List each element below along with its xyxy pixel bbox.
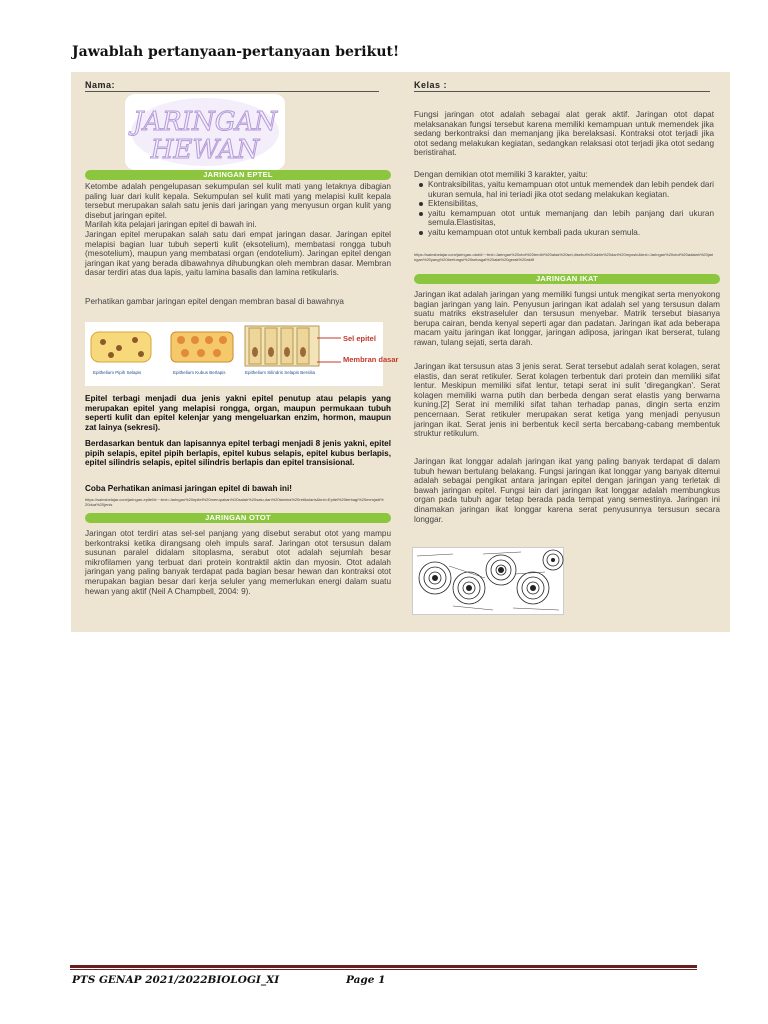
connective-tissue-drawing bbox=[413, 548, 563, 614]
epitel-paragraph-3: Jaringan epitel merupakan salah satu dari empat jaringan dasar. Jaringan epitel melapisi bagian luar tubuh seperti kulit (eksotelium), membatasi rongga tubuh (mesotelium), maupun yang membatasi organ (endotelium). Jaringan epitel dengan jaringan ikat yang berada dibawahnya dihubungkan oleh membran dasar. Membran dasar terdiri atas dua lapis, yaitu lamina basalis dan lamina retikularis. bbox=[85, 230, 391, 278]
class-label: Kelas : bbox=[414, 80, 448, 90]
caption-cuboidal: Epithelium Kubus Berlapis bbox=[173, 370, 226, 375]
footer-rule-thin bbox=[70, 969, 697, 970]
epitel-source-link[interactable]: https://sainsbelajar.com/jaringan-epitel/#:~:text=Jaringan%20epitel%20merupakan%20salah%20satu,dan%20lamina%20retikularis&text=Epitel%20terbagi%20menjadi%20dua%20jenis bbox=[85, 497, 384, 507]
otot-source-link[interactable]: https://sainsbelajar.com/jaringan-otot/#:~:text=Jaringan%20otot%20terdiri%20atas%20sel,disebut%20aktin%20dan%20myosin&text=Jaringan%20otot%20adalah%20jaringan%20yang%20berfungsi%20sebagai%20alat%20gerak%20aktif bbox=[414, 252, 714, 262]
footer-page-number: Page 1 bbox=[346, 974, 386, 986]
label-membrane: Membran dasar bbox=[343, 355, 399, 364]
label-cell: Sel epitel bbox=[343, 334, 376, 343]
otot-paragraph-1: Jaringan otot terdiri atas sel-sel panjang yang disebut serabut otot yang mampu berkontraksi ketika dirangsang oleh impuls saraf. Jaringan otot tersusun dalam susunan paralel didalam sitoplasma, serabut otot adalah sejumlah besar mikrofilamen yang terbuat dari protein kontraktil aktin dan myosin. Otot adalah jaringan yang paling banyak terdapat pada bagian besar hewan dan kontraksi otot merupakan bagian besar dari kerja seluler yang memerlukan energi dalam suatu hewan yang aktif (Neil A Champbell, 2004: 9). bbox=[85, 529, 391, 596]
ikat-paragraph-2: Jaringan ikat tersusun atas 3 jenis serat. Serat tersebut adalah serat kolagen, serat elastis, dan serat retikuler. Serat kolagen terbentuk dari protein dan memiliki sifat lentur. Meskipun memiliki sifat lentur, tetapi serat ini sulit 'diregangkan'. Serat kolagen memiliki warna putih dan berbeda dengan serat elastis yang berwarna kuning.[2] Serat ini memiliki sifat tahan terhadap panas, dingin serta enzim pencernaan. Serat retikuler merupakan serat ketiga yang menjadi penyusun jaringan ikat. Serat jenis ini berbentuk kecil serta bercabang-cabang membentuk struktur retikulum. bbox=[414, 362, 720, 439]
caption-columnar: Epithelium Silindris Selapis Bersilia bbox=[245, 370, 316, 375]
section-header-ikat: JARINGAN IKAT bbox=[414, 274, 720, 284]
otot-characters-list bbox=[414, 180, 714, 238]
list-item: Kontraksibilitas, yaitu kemampuan otot untuk memendek dan lebih pendek dari ukuran semula, hal ini teriadi jika otot sedang melakukan kegiatan. bbox=[414, 180, 714, 199]
list-item: yaitu kemampuan otot untuk kembali pada ukuran semula. bbox=[414, 228, 714, 238]
worksheet-panel bbox=[71, 72, 730, 632]
footer-title: PTS GENAP 2021/2022BIOLOGI_XI bbox=[72, 974, 280, 986]
footer-rule bbox=[70, 965, 697, 968]
epitel-bold-3: Coba Perhatikan animasi jaringan epitel di bawah ini! bbox=[85, 484, 293, 493]
list-item: yaitu kemampuan otot untuk memanjang dan lebih panjang dari ukuran semula.Elastisitas, bbox=[414, 209, 714, 228]
epitel-bold-1: Epitel terbagi menjadi dua jenis yakni epitel penutup atau pelapis yang merupakan epitel yang melapisi rongga, organ, maupun permukaan tubuh seperti kulit dan epitel kelenjar yang mengeluarkan enzim, hormon, maupun zat lainya (sekresi). bbox=[85, 394, 391, 432]
section-header-epitel: JARINGAN EPTEL bbox=[85, 170, 391, 180]
list-item: Ektensibilitas, bbox=[414, 199, 714, 209]
otot-function-paragraph: Fungsi jaringan otot adalah sebagai alat gerak aktif. Jaringan otot dapat melaksanakan fungsi tersebut karena memiliki kemampuan untuk memendek jika sedang berkontraksi dan memanjang jika berelaksasi. Kontraksi otot terjadi jika otot sedang melakukan kegiatan, sedangkan relaksasi otot terjadi jika otot sedang beristirahat. bbox=[414, 110, 714, 158]
left-column-lower bbox=[83, 72, 397, 632]
title-art-line2: HEWAN bbox=[150, 135, 260, 165]
otot-characters-intro: Dengan demikian otot memiliki 3 karakter, yaitu: bbox=[414, 170, 588, 179]
ikat-paragraph-3: Jaringan ikat longgar adalah jaringan ikat yang paling banyak terdapat di dalam tubuh hewan bertulang belakang. Fungsi jaringan ikat longgar yang banyak ditemui adalah sebagai pengikat antara jaringan epitel dengan jaringan yang terletak di bawah jaringan epitel. Fungsi lain dari jaringan ikat longgar adalah membungkus organ pada tubuh agar tetap berada pada tempat yang semestinya. Jaringan ini dinamakan jaringan ikat longgar karena serat penyusunnya tersusun secara longgar. bbox=[414, 457, 720, 524]
ikat-paragraph-1: Jaringan ikat adalah jaringan yang memiliki fungsi untuk mengikat serta menyokong bagian jaringan yang lain. Penyusun jaringan ikat adalah sel yang tersusun dalam suatu matriks ekstraseluler dan tersusun menyebar. Matrik tersebut biasanya berupa cairan, benda kenyal seperti agar dan padatan. Jaringan ikat ada beberapa macam yaitu jaringan ikat longgar, jaringan adiposa, jaringan ikat berserat, tulang rawan, tulang sejati, serta darah. bbox=[414, 290, 720, 347]
epitel-paragraph-4: Perhatikan gambar jaringan epitel dengan membran basal di bawahnya bbox=[85, 297, 344, 306]
section-header-otot: JARINGAN OTOT bbox=[85, 513, 391, 523]
epitel-paragraph-2: Marilah kita pelajari jaringan epitel di bawah ini. bbox=[85, 220, 257, 229]
title-art-line1: JARINGAN bbox=[132, 107, 278, 137]
connective-tissue-figure bbox=[412, 547, 564, 615]
class-field[interactable] bbox=[414, 91, 710, 92]
caption-squamous: Epithelium Pipih Selapis bbox=[93, 370, 142, 375]
page-heading: Jawablah pertanyaan-pertanyaan berikut! bbox=[72, 44, 400, 60]
name-label: Nama: bbox=[85, 80, 116, 90]
epitel-paragraph-1: Ketombe adalah pengelupasan sekumpulan sel kulit mati yang letaknya dibagian paling luar dari kulit kepala. Sekumpulan sel kulit mati yang melapisi kulit kepala tersebut merupakan salah satu jenis dari jaringan yang menyusun organ kulit yang disebut jaringan epitel. bbox=[85, 182, 391, 220]
epitel-bold-2: Berdasarkan bentuk dan lapisannya epitel terbagi menjadi 8 jenis yakni, epitel pipih selapis, epitel pipih berlapis, epitel kubus selapis, epitel kubus berlapis, epitel silindris selapis, epitel silindris berlapis dan epitel transisional. bbox=[85, 439, 391, 468]
